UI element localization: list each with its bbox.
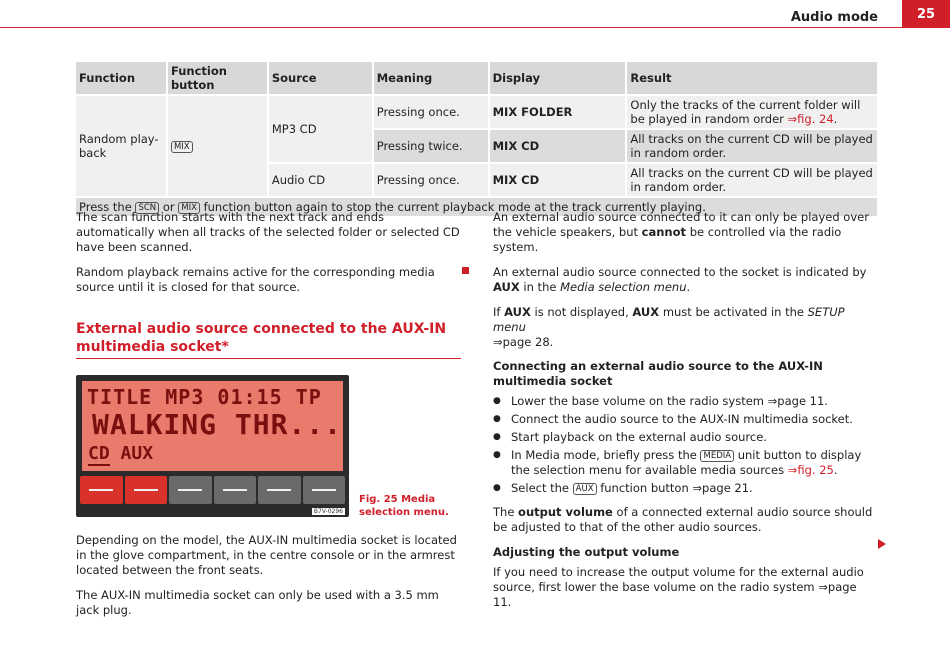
- paragraph: The scan function starts with the next track and ends automatically when all tracks of the selected folder or selected CD have been scanned.: [76, 210, 460, 254]
- screen-aux-label: AUX: [120, 443, 154, 464]
- th-function: Function: [76, 62, 167, 95]
- footer-or: or: [162, 200, 175, 214]
- screen-line-1: TITLE MP3 01:15 TP: [87, 385, 322, 409]
- th-meaning: Meaning: [373, 62, 489, 95]
- screen-line-2: WALKING THR...: [92, 408, 343, 441]
- result-end: .: [833, 112, 838, 126]
- cell-source-mp3: MP3 CD: [268, 95, 373, 163]
- paragraph: If AUX is not displayed, AUX must be activated in the SETUP menu ⇒page 28.: [493, 305, 845, 349]
- scn-key: SCN: [135, 202, 159, 214]
- paragraph: Random playback remains active for the corresponding media source until it is closed for that source.: [76, 265, 435, 294]
- paragraph: If you need to increase the output volume for the external audio source, first lower the base volume on the radio system ⇒page 11.: [493, 565, 864, 609]
- table-row: [76, 95, 878, 129]
- header-rule: [0, 27, 902, 28]
- aux-key: AUX: [573, 483, 597, 495]
- cell-function: [76, 95, 167, 197]
- fig-ref: ⇒fig. 25: [787, 463, 834, 477]
- media-key: MEDIA: [700, 450, 734, 462]
- cell-source-audio: Audio CD: [268, 163, 373, 197]
- paragraph: An external audio source connected to it can only be played over the vehicle speakers, but cannot be controlled via the radio system.: [493, 210, 869, 254]
- function-text-1: Random play-: [79, 132, 159, 146]
- radio-button: [80, 476, 123, 504]
- step-list: [493, 394, 878, 496]
- figure-caption: Fig. 25 Media selection menu.: [359, 494, 449, 518]
- page-number: 25: [902, 0, 950, 28]
- screen-line-3: [88, 443, 153, 464]
- screen-cd-label: CD: [88, 443, 110, 464]
- list-item: ● Connect the audio source to the AUX-IN multimedia socket.: [493, 412, 878, 427]
- subheading: Adjusting the output volume: [493, 545, 680, 559]
- th-source: Source: [268, 62, 373, 95]
- cell-display: MIX CD: [489, 163, 627, 197]
- radio-display-figure: [76, 375, 349, 517]
- left-column-top: [76, 210, 464, 295]
- left-column-bottom: [76, 533, 464, 618]
- th-display: Display: [489, 62, 627, 95]
- th-result: Result: [626, 62, 878, 95]
- cell-meaning: Pressing once.: [373, 163, 489, 197]
- paragraph: The AUX-IN multimedia socket can only be used with a 3.5 mm jack plug.: [76, 588, 439, 617]
- paragraph: The output volume of a connected external audio source should be adjusted to that of the other audio sources.: [493, 505, 873, 534]
- cell-display: MIX FOLDER: [489, 95, 627, 129]
- footer-text: Press the: [79, 200, 132, 214]
- mix-key: MIX: [171, 141, 193, 153]
- continue-arrow-icon: [878, 539, 886, 549]
- mix-key: MIX: [178, 202, 200, 214]
- result-text: Only the tracks of the current folder will be played in random order: [630, 98, 861, 126]
- right-column: [493, 210, 878, 610]
- cell-result: All tracks on the current CD will be played in random order.: [626, 129, 878, 163]
- cell-button: [167, 95, 268, 197]
- cell-meaning: Pressing twice.: [373, 129, 489, 163]
- radio-button-row: [80, 476, 345, 504]
- cell-result: [626, 95, 878, 129]
- function-text-2: back: [79, 146, 107, 160]
- list-item: ● Lower the base volume on the radio system ⇒page 11.: [493, 394, 878, 409]
- radio-button: [303, 476, 346, 504]
- radio-button: [125, 476, 168, 504]
- list-item: ● Start playback on the external audio source.: [493, 430, 878, 445]
- end-marker-icon: [462, 267, 469, 274]
- function-table: [76, 62, 879, 216]
- cell-result: All tracks on the current CD will be played in random order.: [626, 163, 878, 197]
- th-function-button: Function button: [167, 62, 268, 95]
- radio-screen: [82, 381, 343, 471]
- section-heading: External audio source connected to the AUX-IN multimedia socket*: [76, 320, 461, 359]
- list-item: ● In Media mode, briefly press the MEDIA unit button to display the selection menu for available media sources ⇒fig. 25.: [493, 448, 878, 478]
- subheading: Connecting an external audio source to the AUX-IN multimedia socket: [493, 359, 823, 388]
- chapter-title: Audio mode: [790, 10, 878, 25]
- radio-button: [258, 476, 301, 504]
- table-header-row: [76, 62, 878, 95]
- radio-button: [214, 476, 257, 504]
- radio-button: [169, 476, 212, 504]
- list-item: ● Select the AUX function button ⇒page 21.: [493, 481, 878, 496]
- fig-ref: ⇒fig. 24: [787, 112, 834, 126]
- paragraph: An external audio source connected to the socket is indicated by AUX in the Media selection menu.: [493, 265, 867, 294]
- footer-text-end: function button again to stop the current playback mode at the track currently playing.: [203, 200, 706, 214]
- cell-display: MIX CD: [489, 129, 627, 163]
- paragraph: Depending on the model, the AUX-IN multimedia socket is located in the glove compartment, in the centre console or in the armrest located between the front seats.: [76, 533, 457, 577]
- cell-meaning: Pressing once.: [373, 95, 489, 129]
- figure-code: B7V-0296: [313, 508, 343, 515]
